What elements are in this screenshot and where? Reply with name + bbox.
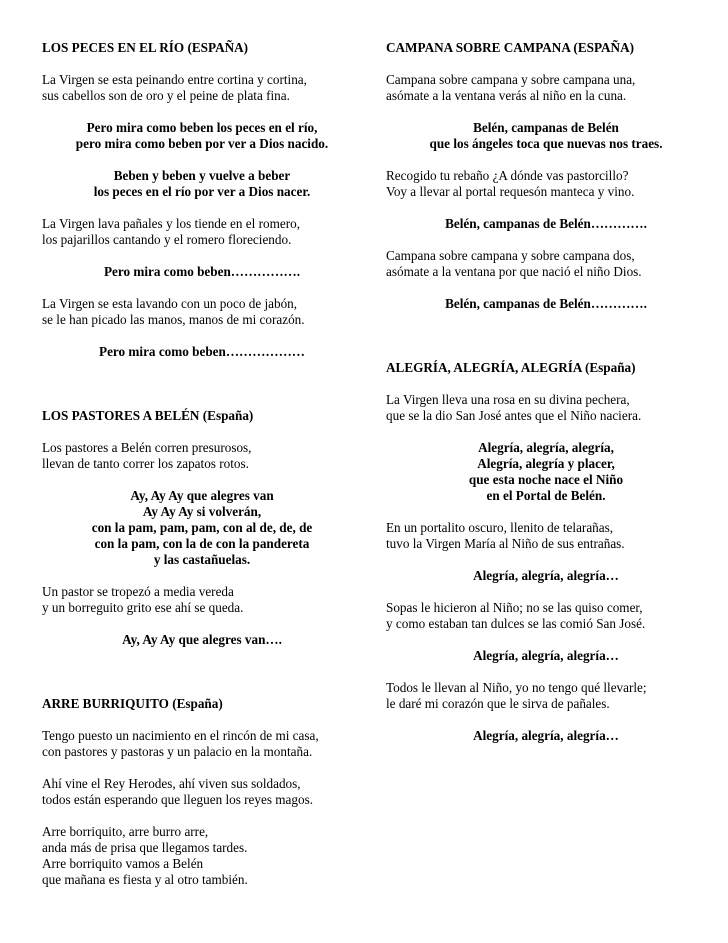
song-spacer xyxy=(386,312,706,360)
verse-line: La Virgen lleva una rosa en su divina pechera, xyxy=(386,392,630,407)
verse-stanza xyxy=(42,440,362,472)
verse-stanza xyxy=(42,728,362,760)
verse-line: que mañana es fiesta y al otro también. xyxy=(42,872,248,887)
verse-line: y un borreguito grito ese ahí se queda. xyxy=(42,600,244,615)
verse-line: Arre borriquito vamos a Belén xyxy=(42,856,204,871)
verse-line: En un portalito oscuro, llenito de telarañas, xyxy=(386,520,614,535)
chorus-stanza xyxy=(386,120,706,152)
chorus-stanza xyxy=(42,344,362,360)
chorus-line: Ay, Ay Ay que alegres van…. xyxy=(122,632,282,647)
verse-stanza xyxy=(42,216,362,248)
song-title: ARRE BURRIQUITO (España) xyxy=(42,696,223,711)
song-title: CAMPANA SOBRE CAMPANA (ESPAÑA) xyxy=(386,40,634,55)
chorus-line: Ay, Ay Ay que alegres van xyxy=(130,488,274,503)
song-spacer xyxy=(42,360,362,408)
chorus-line: con la pam, pam, pam, con al de, de, de xyxy=(91,520,313,535)
chorus-stanza xyxy=(42,632,362,648)
verse-stanza xyxy=(42,72,362,104)
verse-line: que se la dio San José antes que el Niño naciera. xyxy=(386,408,642,423)
song-title: LOS PASTORES A BELÉN (España) xyxy=(42,408,254,423)
verse-stanza xyxy=(386,248,706,280)
verse-line: Voy a llevar al portal requesón manteca y vino. xyxy=(386,184,635,199)
verse-stanza xyxy=(42,824,362,888)
chorus-line: y las castañuelas. xyxy=(153,552,251,567)
chorus-line: Belén, campanas de Belén…………. xyxy=(445,296,647,311)
verse-line: sus cabellos son de oro y el peine de plata fina. xyxy=(42,88,290,103)
chorus-line: Pero mira como beben los peces en el río, xyxy=(86,120,318,135)
verse-stanza xyxy=(42,776,362,808)
verse-stanza xyxy=(386,392,706,424)
verse-line: con pastores y pastoras y un palacio en la montaña. xyxy=(42,744,313,759)
chorus-line: que los ángeles toca que nuevas nos traes. xyxy=(429,136,663,151)
verse-line: Un pastor se tropezó a media vereda xyxy=(42,584,234,599)
song-campana-sobre-campana-espana xyxy=(386,40,706,312)
verse-line: Recogido tu rebaño ¿A dónde vas pastorcillo? xyxy=(386,168,629,183)
verse-line: Ahí vine el Rey Herodes, ahí viven sus soldados, xyxy=(42,776,301,791)
verse-line: La Virgen lava pañales y los tiende en el romero, xyxy=(42,216,300,231)
chorus-line: Alegría, alegría, alegría… xyxy=(473,728,619,743)
chorus-stanza xyxy=(42,488,362,568)
verse-line: se le han picado las manos, manos de mi corazón. xyxy=(42,312,305,327)
verse-stanza xyxy=(386,600,706,632)
chorus-line: Alegría, alegría, alegría… xyxy=(473,568,619,583)
verse-line: asómate a la ventana por que nació el niño Dios. xyxy=(386,264,642,279)
verse-line: Arre borriquito, arre burro arre, xyxy=(42,824,209,839)
song-title: LOS PECES EN EL RÍO (ESPAÑA) xyxy=(42,40,249,55)
song-title: ALEGRÍA, ALEGRÍA, ALEGRÍA (España) xyxy=(386,360,636,375)
verse-line: La Virgen se esta peinando entre cortina y cortina, xyxy=(42,72,307,87)
verse-line: Sopas le hicieron al Niño; no se las quiso comer, xyxy=(386,600,643,615)
verse-line: todos están esperando que lleguen los reyes magos. xyxy=(42,792,314,807)
verse-line: Tengo puesto un nacimiento en el rincón de mi casa, xyxy=(42,728,319,743)
verse-stanza xyxy=(42,296,362,328)
chorus-line: Pero mira como beben……………. xyxy=(103,264,301,279)
verse-line: Todos le llevan al Niño, yo no tengo qué llevarle; xyxy=(386,680,647,695)
right-column xyxy=(386,40,706,744)
verse-line: Campana sobre campana y sobre campana dos, xyxy=(386,248,635,263)
chorus-stanza xyxy=(386,216,706,232)
song-arre-burriquito-espana xyxy=(42,696,362,888)
verse-line: asómate a la ventana verás al niño en la cuna. xyxy=(386,88,627,103)
chorus-stanza xyxy=(386,440,706,504)
song-spacer xyxy=(42,648,362,696)
chorus-line: Pero mira como beben……………… xyxy=(99,344,305,359)
chorus-line: en el Portal de Belén. xyxy=(486,488,606,503)
verse-stanza xyxy=(386,680,706,712)
chorus-stanza xyxy=(42,120,362,152)
verse-line: le daré mi corazón que le sirva de pañales. xyxy=(386,696,610,711)
verse-line: tuvo la Virgen María al Niño de sus entrañas. xyxy=(386,536,625,551)
song-los-pastores-a-belen-espana xyxy=(42,408,362,648)
chorus-line: Alegría, alegría y placer, xyxy=(477,456,615,471)
chorus-line: Belén, campanas de Belén xyxy=(473,120,619,135)
chorus-stanza xyxy=(386,648,706,664)
chorus-stanza xyxy=(42,168,362,200)
chorus-line: que esta noche nace el Niño xyxy=(468,472,624,487)
verse-stanza xyxy=(386,72,706,104)
chorus-stanza xyxy=(386,568,706,584)
verse-line: los pajarillos cantando y el romero floreciendo. xyxy=(42,232,292,247)
song-alegria-alegria-alegria-espana xyxy=(386,360,706,744)
chorus-line: los peces en el río por ver a Dios nacer. xyxy=(93,184,311,199)
verse-stanza xyxy=(42,584,362,616)
verse-line: llevan de tanto correr los zapatos rotos. xyxy=(42,456,249,471)
verse-line: Campana sobre campana y sobre campana una, xyxy=(386,72,636,87)
verse-line: y como estaban tan dulces se las comió San José. xyxy=(386,616,646,631)
chorus-line: con la pam, con la de con la pandereta xyxy=(94,536,310,551)
chorus-stanza xyxy=(386,296,706,312)
chorus-stanza xyxy=(42,264,362,280)
chorus-line: Alegría, alegría, alegría, xyxy=(478,440,614,455)
verse-stanza xyxy=(386,520,706,552)
chorus-stanza xyxy=(386,728,706,744)
left-column xyxy=(42,40,362,888)
verse-line: Los pastores a Belén corren presurosos, xyxy=(42,440,252,455)
song-los-peces-en-el-rio-espana xyxy=(42,40,362,360)
verse-stanza xyxy=(386,168,706,200)
chorus-line: pero mira como beben por ver a Dios nacido. xyxy=(75,136,329,151)
chorus-line: Beben y beben y vuelve a beber xyxy=(113,168,291,183)
verse-line: anda más de prisa que llegamos tardes. xyxy=(42,840,248,855)
chorus-line: Belén, campanas de Belén…………. xyxy=(445,216,647,231)
chorus-line: Ay Ay Ay si volverán, xyxy=(142,504,262,519)
chorus-line: Alegría, alegría, alegría… xyxy=(473,648,619,663)
verse-line: La Virgen se esta lavando con un poco de jabón, xyxy=(42,296,298,311)
